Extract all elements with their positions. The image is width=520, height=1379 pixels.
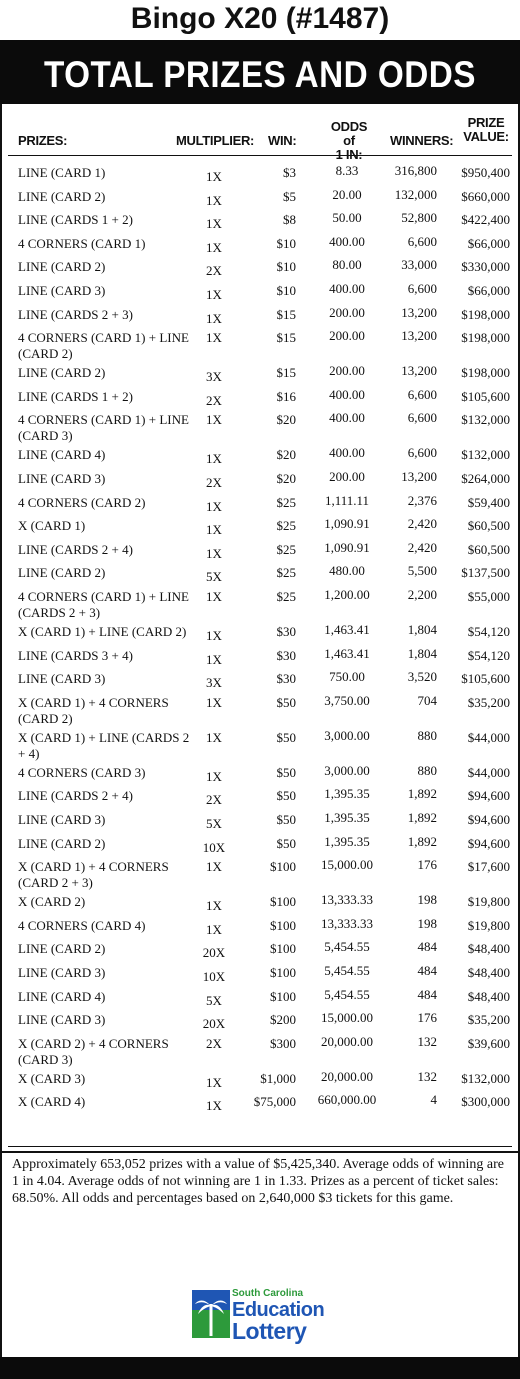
winners-cell: 1,892 bbox=[407, 833, 437, 849]
multiplier-cell: 1X bbox=[206, 522, 222, 538]
prize-value-cell: $66,000 bbox=[467, 283, 510, 298]
prize-value-cell: $132,000 bbox=[461, 1070, 510, 1086]
prize-cell: X (CARD 4) bbox=[18, 1094, 86, 1110]
win-cell: $100 bbox=[270, 965, 296, 980]
odds-cell: 15,000.00 bbox=[321, 857, 373, 873]
winners-cell: 33,000 bbox=[401, 257, 437, 273]
prize-cell: X (CARD 1) + 4 CORNERS (CARD 2 + 3) bbox=[18, 859, 169, 891]
odds-cell: 5,454.55 bbox=[324, 939, 370, 955]
multiplier-cell: 1X bbox=[206, 921, 222, 937]
header-prize-value bbox=[462, 116, 510, 160]
multiplier-cell: 1X bbox=[206, 412, 222, 428]
prize-cell: LINE (CARD 3) bbox=[18, 1012, 106, 1028]
prize-value-cell: $44,000 bbox=[467, 764, 510, 780]
prize-cell: 4 CORNERS (CARD 1) + LINE (CARD 3) bbox=[18, 412, 189, 444]
win-cell: $100 bbox=[270, 917, 296, 933]
odds-cell: 5,454.55 bbox=[324, 986, 370, 1002]
winners-cell: 880 bbox=[417, 727, 437, 743]
win-cell: $8 bbox=[283, 212, 296, 228]
winners-cell: 1,804 bbox=[407, 622, 437, 637]
win-cell: $50 bbox=[276, 694, 296, 710]
prize-value-cell: $48,400 bbox=[467, 988, 510, 1004]
odds-cell: 660,000.00 bbox=[317, 1092, 377, 1108]
odds-cell: 200.00 bbox=[329, 363, 365, 379]
winners-cell: 6,600 bbox=[407, 281, 437, 296]
prize-cell: 4 CORNERS (CARD 4) bbox=[18, 917, 146, 933]
win-cell: $25 bbox=[276, 541, 296, 557]
prize-cell: X (CARD 1) + LINE (CARDS 2 + 4) bbox=[18, 729, 190, 761]
winners-cell: 1,804 bbox=[407, 645, 437, 661]
prize-value-cell: $54,120 bbox=[467, 624, 510, 639]
prize-cell: LINE (CARDS 3 + 4) bbox=[18, 647, 133, 663]
odds-cell: 200.00 bbox=[329, 328, 365, 344]
prize-cell: LINE (CARD 3) bbox=[18, 671, 106, 687]
header-prizes: PRIZES: bbox=[18, 133, 68, 148]
win-cell: $100 bbox=[270, 859, 296, 875]
prize-cell: X (CARD 1) bbox=[18, 518, 86, 534]
odds-cell: 1,395.35 bbox=[324, 786, 370, 802]
prize-value-cell: $105,600 bbox=[461, 388, 510, 404]
prize-cell: LINE (CARD 2) bbox=[18, 941, 106, 957]
win-cell: $300 bbox=[270, 1035, 296, 1051]
odds-cell: 5,454.55 bbox=[324, 963, 370, 978]
win-cell: $15 bbox=[276, 330, 296, 346]
prize-cell: LINE (CARDS 2 + 4) bbox=[18, 541, 133, 557]
prize-value-cell: $660,000 bbox=[461, 188, 510, 204]
win-cell: $15 bbox=[276, 365, 296, 381]
prize-cell: LINE (CARD 3) bbox=[18, 471, 106, 486]
prize-cell: LINE (CARD 2) bbox=[18, 259, 106, 275]
winners-cell: 198 bbox=[417, 915, 437, 931]
win-cell: $30 bbox=[276, 671, 296, 687]
odds-cell: 1,463.41 bbox=[324, 622, 370, 637]
prize-cell: LINE (CARD 2) bbox=[18, 835, 106, 851]
section-banner bbox=[0, 40, 520, 104]
winners-cell: 13,200 bbox=[401, 328, 437, 344]
header-odds-line2: 1 IN: bbox=[335, 147, 363, 162]
multiplier-cell: 1X bbox=[206, 545, 222, 561]
odds-cell: 50.00 bbox=[332, 210, 362, 226]
odds-cell: 20.00 bbox=[332, 186, 362, 202]
prize-value-cell: $950,400 bbox=[461, 165, 510, 180]
multiplier-cell: 2X bbox=[206, 1035, 222, 1051]
winners-cell: 5,500 bbox=[407, 563, 437, 579]
multiplier-cell: 2X bbox=[206, 792, 222, 808]
win-cell: $50 bbox=[276, 729, 296, 745]
multiplier-cell: 1X bbox=[206, 287, 222, 302]
prize-cell: LINE (CARD 2) bbox=[18, 188, 106, 204]
sc-education-lottery-logo bbox=[192, 1288, 342, 1344]
multiplier-cell: 5X bbox=[206, 992, 222, 1008]
header-multiplier: MULTIPLIER: bbox=[176, 133, 255, 148]
win-cell: $50 bbox=[276, 788, 296, 804]
prize-value-cell: $198,000 bbox=[461, 306, 510, 322]
win-cell: $15 bbox=[276, 306, 296, 322]
winners-cell: 132 bbox=[417, 1068, 437, 1084]
prize-cell: LINE (CARDS 2 + 3) bbox=[18, 306, 133, 322]
multiplier-cell: 1X bbox=[206, 216, 222, 232]
odds-cell: 1,111.11 bbox=[324, 492, 370, 508]
multiplier-cell: 10X bbox=[202, 969, 226, 984]
header-divider bbox=[8, 155, 512, 156]
multiplier-cell: 2X bbox=[206, 392, 222, 408]
multiplier-cell: 1X bbox=[206, 451, 222, 467]
win-cell: $30 bbox=[276, 647, 296, 663]
winners-cell: 2,376 bbox=[407, 492, 437, 508]
win-cell: $20 bbox=[276, 412, 296, 428]
prize-value-cell: $330,000 bbox=[461, 259, 510, 275]
odds-cell: 1,463.41 bbox=[324, 645, 370, 661]
odds-cell: 80.00 bbox=[332, 257, 362, 273]
header-winners: WINNERS: bbox=[390, 133, 454, 148]
multiplier-cell: 1X bbox=[206, 729, 222, 745]
header-value-line1: PRIZE bbox=[467, 115, 505, 130]
prize-cell: LINE (CARDS 1 + 2) bbox=[18, 388, 133, 404]
prize-value-cell: $39,600 bbox=[467, 1035, 510, 1051]
multiplier-cell: 1X bbox=[206, 1074, 222, 1090]
winners-cell: 3,520 bbox=[407, 669, 437, 685]
multiplier-cell: 1X bbox=[206, 589, 222, 604]
prize-cell: 4 CORNERS (CARD 2) bbox=[18, 494, 146, 510]
winners-cell: 484 bbox=[417, 939, 437, 955]
odds-cell: 3,000.00 bbox=[324, 762, 370, 778]
odds-cell: 20,000.00 bbox=[321, 1033, 373, 1049]
odds-cell: 15,000.00 bbox=[321, 1010, 373, 1026]
prize-cell: LINE (CARDS 2 + 4) bbox=[18, 788, 133, 804]
prize-cell: 4 CORNERS (CARD 1) bbox=[18, 235, 146, 251]
multiplier-cell: 1X bbox=[206, 169, 222, 184]
prize-value-cell: $59,400 bbox=[467, 494, 510, 510]
multiplier-cell: 10X bbox=[202, 839, 226, 855]
win-cell: $3 bbox=[283, 165, 296, 180]
prize-value-cell: $132,000 bbox=[461, 447, 510, 463]
odds-cell: 1,395.35 bbox=[324, 810, 370, 825]
winners-cell: 4 bbox=[430, 1092, 437, 1108]
prize-cell: LINE (CARD 4) bbox=[18, 447, 106, 463]
odds-cell: 1,090.91 bbox=[324, 539, 370, 555]
palmetto-icon bbox=[192, 1290, 230, 1338]
prize-value-cell: $264,000 bbox=[461, 471, 510, 486]
win-cell: $100 bbox=[270, 941, 296, 957]
logo-line-3: Lottery bbox=[232, 1318, 307, 1344]
prize-value-cell: $48,400 bbox=[467, 965, 510, 980]
winners-cell: 316,800 bbox=[394, 163, 437, 178]
winners-cell: 13,200 bbox=[401, 304, 437, 320]
winners-cell: 484 bbox=[417, 986, 437, 1002]
winners-cell: 13,200 bbox=[401, 469, 437, 484]
multiplier-cell: 1X bbox=[206, 859, 222, 875]
winners-cell: 6,600 bbox=[407, 233, 437, 249]
win-cell: $5 bbox=[283, 188, 296, 204]
odds-cell: 400.00 bbox=[329, 281, 365, 296]
odds-cell: 3,000.00 bbox=[324, 727, 370, 743]
winners-cell: 6,600 bbox=[407, 410, 437, 426]
win-cell: $25 bbox=[276, 518, 296, 534]
odds-cell: 1,395.35 bbox=[324, 833, 370, 849]
odds-cell: 400.00 bbox=[329, 445, 365, 461]
odds-cell: 20,000.00 bbox=[321, 1068, 373, 1084]
win-cell: $50 bbox=[276, 835, 296, 851]
prize-cell: LINE (CARD 1) bbox=[18, 165, 106, 180]
odds-cell: 400.00 bbox=[329, 233, 365, 249]
prize-cell: X (CARD 2) + 4 CORNERS (CARD 3) bbox=[18, 1035, 169, 1067]
prize-cell: X (CARD 1) + 4 CORNERS (CARD 2) bbox=[18, 694, 169, 726]
odds-cell: 400.00 bbox=[329, 410, 365, 426]
winners-cell: 6,600 bbox=[407, 386, 437, 402]
prize-value-cell: $19,800 bbox=[467, 894, 510, 910]
prize-value-cell: $35,200 bbox=[467, 694, 510, 710]
bottom-bar bbox=[0, 1357, 520, 1379]
logo-line-2: Education bbox=[232, 1299, 325, 1321]
odds-cell: 13,333.33 bbox=[321, 915, 373, 931]
winners-cell: 6,600 bbox=[407, 445, 437, 461]
multiplier-cell: 1X bbox=[206, 310, 222, 326]
multiplier-cell: 2X bbox=[206, 263, 222, 279]
page-title: Bingo X20 (#1487) bbox=[130, 2, 390, 35]
prize-value-cell: $300,000 bbox=[461, 1094, 510, 1110]
win-cell: $75,000 bbox=[253, 1094, 296, 1110]
prize-cell: X (CARD 2) bbox=[18, 894, 86, 910]
odds-footnote: Approximately 653,052 prizes with a value of $5,425,340. Average odds of winning are 1 in 4.04. Average odds of not winning are 1 in 1.33. Prizes as a percent of ticket sales: 68.50%. All odds and percentages based on 2,640,000 $3 tickets for this game. bbox=[12, 1157, 504, 1206]
win-cell: $25 bbox=[276, 494, 296, 510]
header-odds bbox=[326, 120, 372, 164]
prize-value-cell: $198,000 bbox=[461, 330, 510, 346]
prize-cell: 4 CORNERS (CARD 3) bbox=[18, 764, 146, 780]
win-cell: $30 bbox=[276, 624, 296, 639]
prize-cell: LINE (CARDS 1 + 2) bbox=[18, 212, 133, 228]
winners-cell: 2,420 bbox=[407, 516, 437, 532]
prize-value-cell: $66,000 bbox=[467, 235, 510, 251]
prize-value-cell: $48,400 bbox=[467, 941, 510, 957]
multiplier-cell: 1X bbox=[206, 694, 222, 710]
multiplier-cell: 5X bbox=[206, 569, 222, 585]
prize-value-cell: $94,600 bbox=[467, 812, 510, 827]
win-cell: $10 bbox=[276, 235, 296, 251]
prize-value-cell: $132,000 bbox=[461, 412, 510, 428]
prize-cell: LINE (CARD 3) bbox=[18, 812, 106, 827]
odds-cell: 200.00 bbox=[329, 304, 365, 320]
multiplier-cell: 20X bbox=[202, 1016, 226, 1032]
prize-value-cell: $422,400 bbox=[461, 212, 510, 228]
winners-cell: 1,892 bbox=[407, 810, 437, 825]
footer-divider bbox=[0, 1151, 520, 1153]
winners-cell: 704 bbox=[417, 692, 437, 708]
win-cell: $25 bbox=[276, 565, 296, 581]
odds-cell: 13,333.33 bbox=[321, 892, 373, 908]
multiplier-cell: 1X bbox=[206, 192, 222, 208]
prize-cell: LINE (CARD 4) bbox=[18, 988, 106, 1004]
multiplier-cell: 1X bbox=[206, 768, 222, 784]
prize-value-cell: $54,120 bbox=[467, 647, 510, 663]
header-value-line2: VALUE: bbox=[463, 129, 509, 144]
prize-cell: X (CARD 1) + LINE (CARD 2) bbox=[18, 624, 187, 639]
winners-cell: 132,000 bbox=[394, 186, 437, 202]
winners-cell: 880 bbox=[417, 762, 437, 778]
multiplier-cell: 1X bbox=[206, 330, 222, 346]
multiplier-cell: 1X bbox=[206, 239, 222, 255]
table-bottom-divider bbox=[8, 1146, 512, 1147]
winners-cell: 52,800 bbox=[401, 210, 437, 226]
multiplier-cell: 1X bbox=[206, 651, 222, 667]
prize-value-cell: $19,800 bbox=[467, 917, 510, 933]
multiplier-cell: 5X bbox=[206, 816, 222, 831]
winners-cell: 2,200 bbox=[407, 587, 437, 602]
multiplier-cell: 1X bbox=[206, 898, 222, 914]
win-cell: $100 bbox=[270, 988, 296, 1004]
winners-cell: 176 bbox=[417, 1010, 437, 1026]
prize-value-cell: $94,600 bbox=[467, 788, 510, 804]
prize-cell: LINE (CARD 2) bbox=[18, 565, 106, 581]
prize-cell: LINE (CARD 2) bbox=[18, 365, 106, 381]
winners-cell: 484 bbox=[417, 963, 437, 978]
win-cell: $10 bbox=[276, 283, 296, 298]
odds-cell: 8.33 bbox=[335, 163, 359, 178]
win-cell: $1,000 bbox=[260, 1070, 296, 1086]
prize-cell: LINE (CARD 3) bbox=[18, 965, 106, 980]
winners-cell: 13,200 bbox=[401, 363, 437, 379]
prize-value-cell: $60,500 bbox=[467, 541, 510, 557]
multiplier-cell: 20X bbox=[202, 945, 226, 961]
win-cell: $20 bbox=[276, 471, 296, 486]
win-cell: $25 bbox=[276, 589, 296, 604]
multiplier-cell: 1X bbox=[206, 498, 222, 514]
odds-cell: 200.00 bbox=[329, 469, 365, 484]
prize-value-cell: $55,000 bbox=[467, 589, 510, 604]
multiplier-cell: 2X bbox=[206, 475, 222, 490]
prize-value-cell: $105,600 bbox=[461, 671, 510, 687]
odds-cell: 400.00 bbox=[329, 386, 365, 402]
win-cell: $10 bbox=[276, 259, 296, 275]
win-cell: $100 bbox=[270, 894, 296, 910]
multiplier-cell: 3X bbox=[206, 675, 222, 691]
winners-cell: 132 bbox=[417, 1033, 437, 1049]
prize-value-cell: $60,500 bbox=[467, 518, 510, 534]
banner-text: TOTAL PRIZES AND ODDS bbox=[44, 54, 476, 95]
winners-cell: 176 bbox=[417, 857, 437, 873]
prize-cell: X (CARD 3) bbox=[18, 1070, 86, 1086]
prize-value-cell: $17,600 bbox=[467, 859, 510, 875]
prize-value-cell: $198,000 bbox=[461, 365, 510, 381]
logo-line-1: South Carolina bbox=[232, 1288, 304, 1299]
multiplier-cell: 1X bbox=[206, 1098, 222, 1114]
prize-value-cell: $137,500 bbox=[461, 565, 510, 581]
prize-value-cell: $94,600 bbox=[467, 835, 510, 851]
prize-cell: LINE (CARD 3) bbox=[18, 283, 106, 298]
multiplier-cell: 1X bbox=[206, 628, 222, 643]
odds-cell: 3,750.00 bbox=[324, 692, 370, 708]
win-cell: $50 bbox=[276, 812, 296, 827]
prize-cell: 4 CORNERS (CARD 1) + LINE (CARDS 2 + 3) bbox=[18, 589, 189, 620]
winners-cell: 2,420 bbox=[407, 539, 437, 555]
prize-value-cell: $44,000 bbox=[467, 729, 510, 745]
odds-cell: 750.00 bbox=[329, 669, 365, 685]
odds-cell: 1,090.91 bbox=[324, 516, 370, 532]
prize-value-cell: $35,200 bbox=[467, 1012, 510, 1028]
odds-cell: 480.00 bbox=[329, 563, 365, 579]
win-cell: $50 bbox=[276, 764, 296, 780]
win-cell: $16 bbox=[276, 388, 296, 404]
header-win: WIN: bbox=[268, 133, 297, 148]
prize-cell: 4 CORNERS (CARD 1) + LINE (CARD 2) bbox=[18, 330, 189, 362]
winners-cell: 198 bbox=[417, 892, 437, 908]
win-cell: $200 bbox=[270, 1012, 296, 1028]
win-cell: $20 bbox=[276, 447, 296, 463]
winners-cell: 1,892 bbox=[407, 786, 437, 802]
multiplier-cell: 3X bbox=[206, 369, 222, 385]
odds-cell: 1,200.00 bbox=[324, 587, 370, 602]
header-odds-line1: ODDS of bbox=[330, 119, 368, 148]
